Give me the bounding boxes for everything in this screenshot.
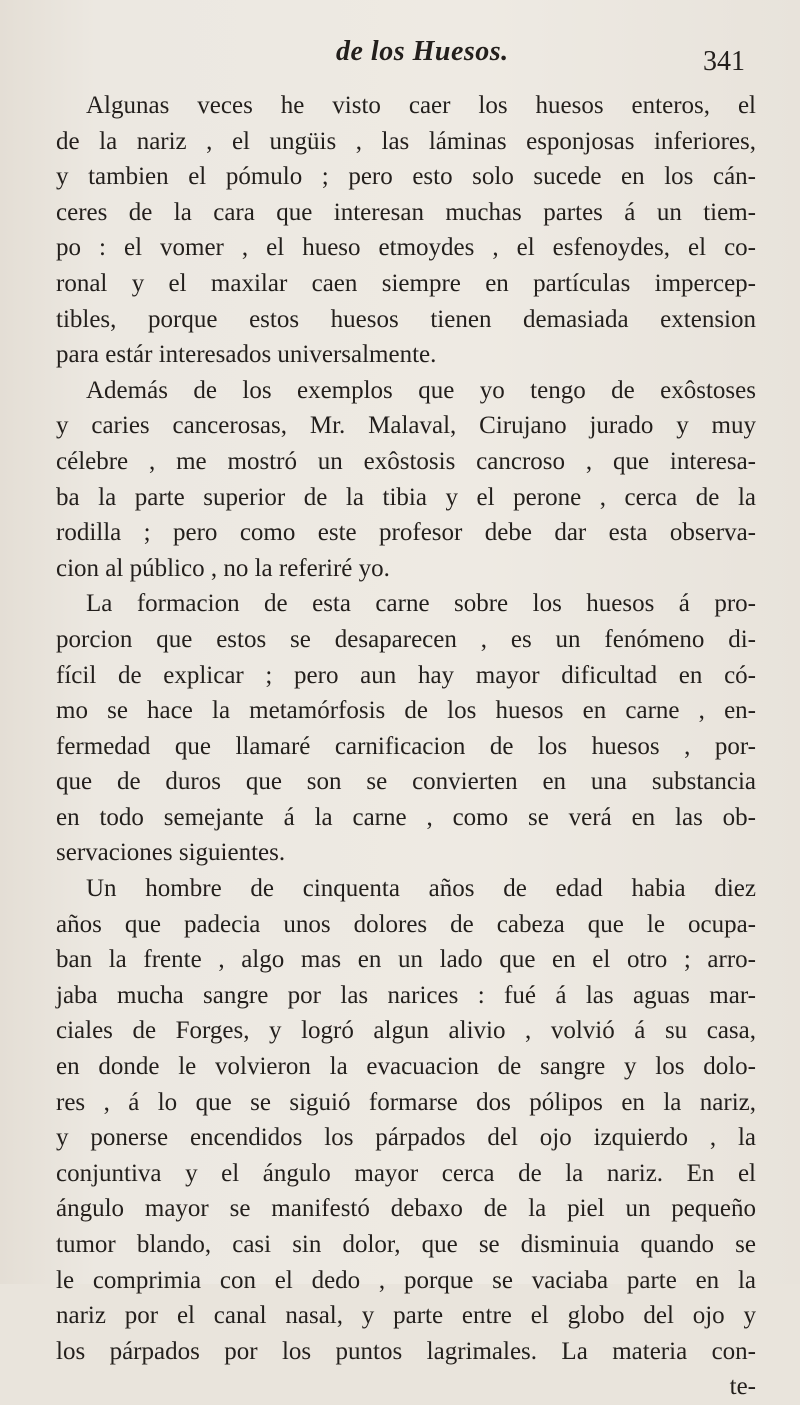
text-line: ronal y el maxilar caen siempre en partículas impercep- (56, 269, 756, 297)
text-line: en donde le volvieron la evacuacion de sangre y los dolo- (56, 1053, 756, 1081)
text-line: po : el vomer , el hueso etmoydes , el esfenoydes, el co- (56, 234, 756, 262)
text-line: Algunas veces he visto caer los huesos enteros, el (86, 92, 756, 119)
text-line: ceres de la cara que interesan muchas partes á un tiem- (56, 198, 756, 226)
text-line: ban la frente , algo mas en un lado que en el otro ; arro- (56, 946, 756, 974)
text-line: servaciones siguientes. (56, 839, 286, 867)
text-line: y tambien el pómulo ; pero esto solo sucede en los cán- (56, 163, 756, 191)
text-line: fícil de explicar ; pero aun hay mayor dificultad en có- (56, 661, 756, 689)
text-line: rodilla ; pero como este profesor debe dar esta observa- (56, 519, 756, 547)
text-line: La formacion de esta carne sobre los huesos á pro- (86, 590, 756, 618)
text-line: nariz por el canal nasal, y parte entre el globo del ojo y (56, 1302, 756, 1330)
text-line: res , á lo que se siguió formarse dos pólipos en la nariz, (56, 1088, 756, 1116)
text-line: para estár interesados universalmente. (56, 341, 437, 369)
text-line: conjuntiva y el ángulo mayor cerca de la nariz. En el (56, 1159, 756, 1187)
text-line: ángulo mayor se manifestó debaxo de la piel un pequeño (56, 1195, 756, 1223)
catchword: te- (729, 1373, 756, 1401)
text-line: ciales de Forges, y logró algun alivio , volvió á su casa, (56, 1017, 756, 1045)
text-line: célebre , me mostró un exôstosis cancroso , que interesa- (56, 447, 756, 475)
text-line: años que padecia unos dolores de cabeza que le ocupa- (56, 910, 756, 938)
text-line: le comprimia con el dedo , porque se vaciaba parte en la (56, 1266, 756, 1294)
text-line: tibles, porque estos huesos tienen demasiada extension (56, 305, 756, 333)
text-line: mo se hace la metamórfosis de los huesos en carne , en- (56, 697, 756, 725)
text-line: los párpados por los puntos lagrimales. La materia con- (56, 1337, 756, 1365)
text-line: y caries cancerosas, Mr. Malaval, Cirujano jurado y muy (56, 412, 756, 440)
text-line: y ponerse encendidos los párpados del ojo izquierdo , la (56, 1124, 756, 1152)
text-line: Además de los exemplos que yo tengo de exôstoses (86, 376, 756, 404)
text-line: en todo semejante á la carne , como se verá en las ob- (56, 803, 756, 831)
text-line: jaba mucha sangre por las narices : fué á las aguas mar- (56, 981, 756, 1009)
text-line: tumor blando, casi sin dolor, que se disminuia quando se (56, 1231, 756, 1258)
text-line: Un hombre de cinquenta años de edad habia diez (86, 875, 756, 903)
text-line: que de duros que son se convierten en una substancia (56, 768, 756, 796)
page-header (0, 18, 800, 77)
running-title: de los Huesos. (336, 36, 509, 67)
text-line: ba la parte superior de la tibia y el perone , cerca de la (56, 483, 756, 511)
body-text (56, 88, 756, 1405)
text-line: de la nariz , el ungüis , las láminas esponjosas inferiores, (56, 127, 756, 155)
text-line: fermedad que llamaré carnificacion de los huesos , por- (56, 732, 756, 760)
page-number: 341 (703, 46, 745, 77)
text-line: cion al público , no la referiré yo. (56, 554, 390, 582)
text-line: porcion que estos se desaparecen , es un fenómeno di- (56, 625, 756, 653)
